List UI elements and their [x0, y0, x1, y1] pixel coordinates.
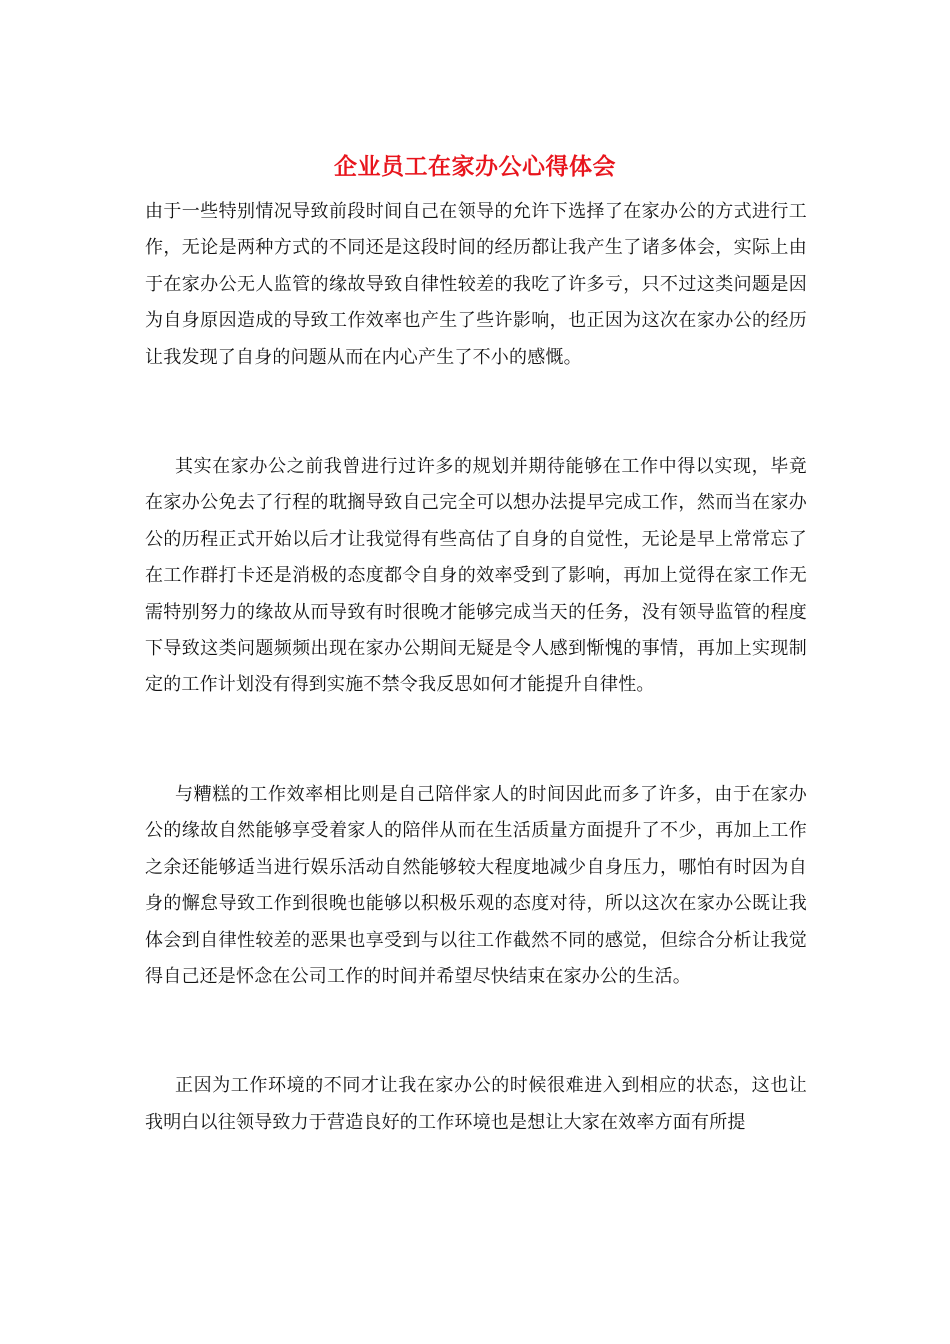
- document-body: [145, 194, 807, 1141]
- document-title: 企业员工在家办公心得体会: [334, 153, 616, 180]
- paragraph-1: 由于一些特别情况导致前段时间自己在领导的允许下选择了在家办公的方式进行工作，无论是两种方式的不同还是这段时间的经历都让我产生了诸多体会，实际上由于在家办公无人监管的缘故导致自律性较差的我吃了许多亏，只不过这类问题是因为自身原因造成的导致工作效率也产生了些许影响，也正因为这次在家办公的经历让我发现了自身的问题从而在内心产生了不小的感慨。: [145, 201, 807, 368]
- paragraph-4: 正因为工作环境的不同才让我在家办公的时候很难进入到相应的状态，这也让我明白以往领导致力于营造良好的工作环境也是想让大家在效率方面有所提: [145, 1075, 807, 1133]
- paragraph-spacer: [145, 995, 807, 1068]
- paragraph-spacer: [145, 376, 807, 449]
- paragraph-spacer: [145, 704, 807, 777]
- paragraph-2: 其实在家办公之前我曾进行过许多的规划并期待能够在工作中得以实现，毕竟在家办公免去了行程的耽搁导致自己完全可以想办法提早完成工作，然而当在家办公的历程正式开始以后才让我觉得有些高估了自身的自觉性，无论是早上常常忘了在工作群打卡还是消极的态度都令自身的效率受到了影响，再加上觉得在家工作无需特别努力的缘故从而导致有时很晚才能够完成当天的任务，没有领导监管的程度下导致这类问题频频出现在家办公期间无疑是令人感到惭愧的事情，再加上实现制定的工作计划没有得到实施不禁令我反思如何才能提升自律性。: [145, 456, 807, 696]
- paragraph-3: 与糟糕的工作效率相比则是自己陪伴家人的时间因此而多了许多，由于在家办公的缘故自然能够享受着家人的陪伴从而在生活质量方面提升了不少，再加上工作之余还能够适当进行娱乐活动自然能够较大程度地减少自身压力，哪怕有时因为自身的懈怠导致工作到很晚也能够以积极乐观的态度对待，所以这次在家办公既让我体会到自律性较差的恶果也享受到与以往工作截然不同的感觉，但综合分析让我觉得自己还是怀念在公司工作的时间并希望尽快结束在家办公的生活。: [145, 783, 807, 987]
